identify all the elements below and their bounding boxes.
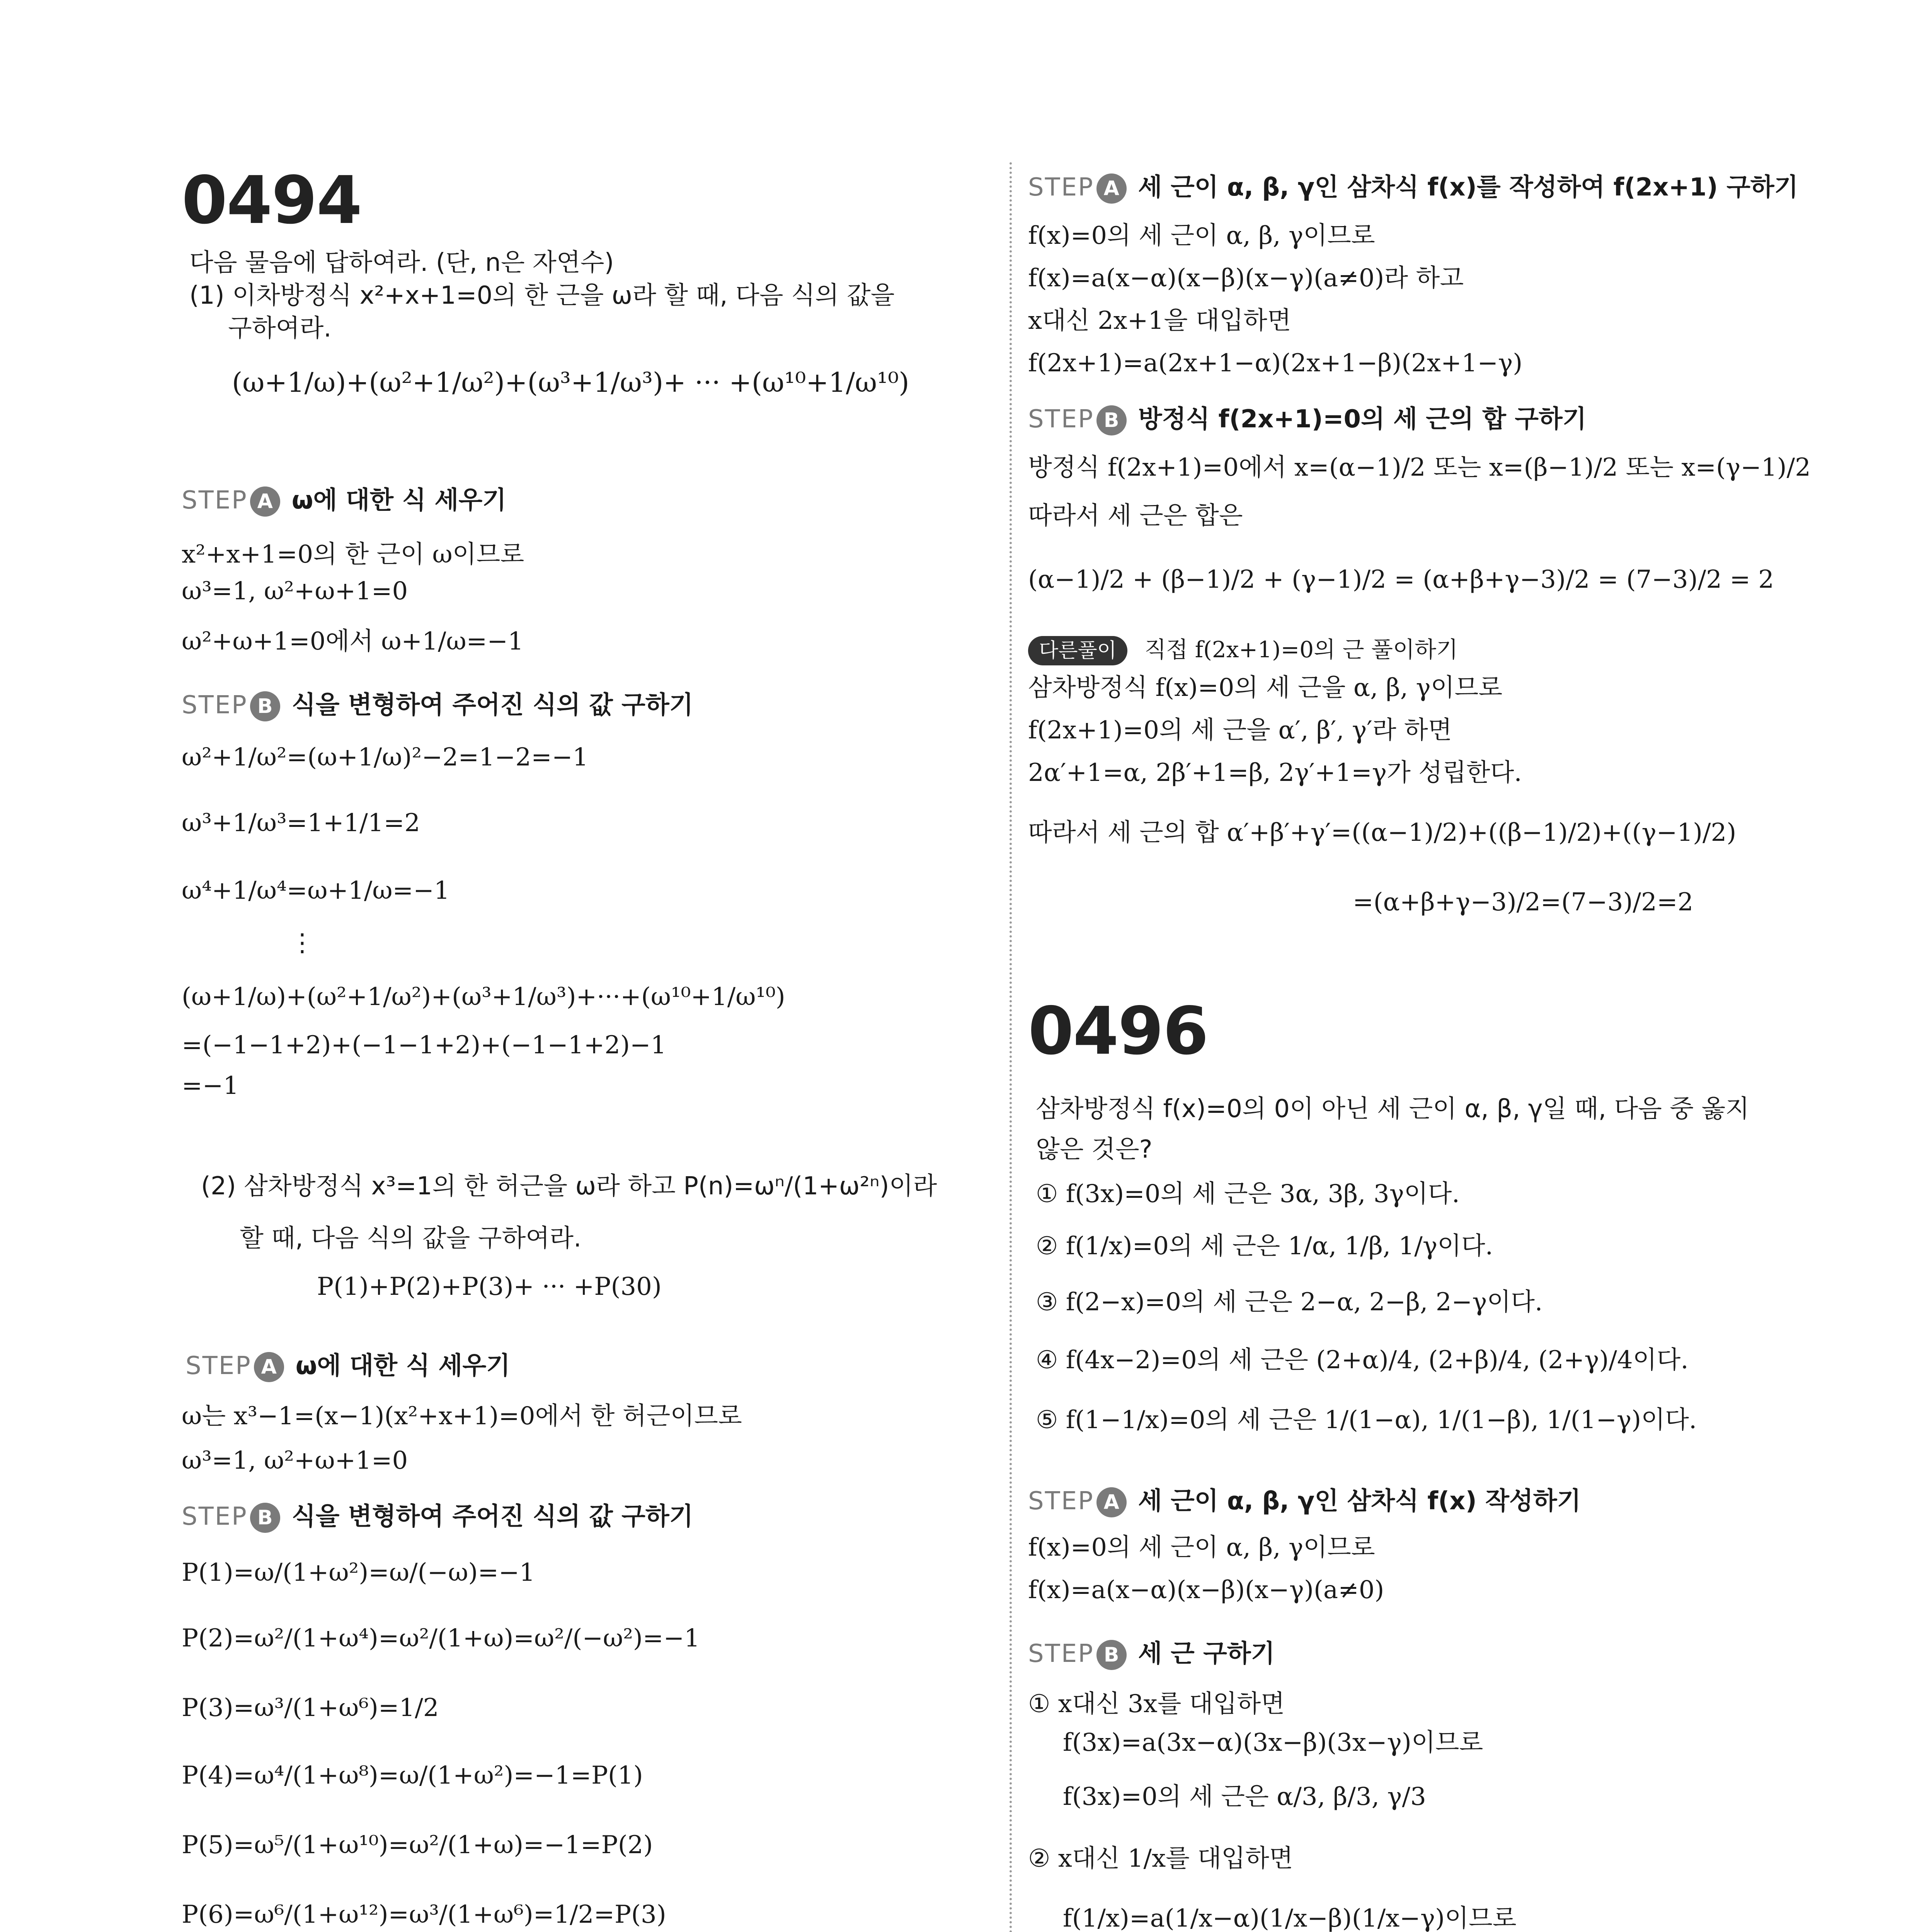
alternate-solution-badge: 다른풀이 bbox=[1028, 636, 1127, 665]
step-label: STEP bbox=[182, 691, 248, 719]
step-heading bbox=[182, 1501, 693, 1533]
solution-line: =(α+β+γ−3)/2=(7−3)/2=2 bbox=[1353, 888, 1694, 917]
answer-option-4: ④ f(4x−2)=0의 세 근은 (2+α)/4, (2+β)/4, (2+γ)/4이다. bbox=[1036, 1346, 1689, 1374]
problem-text: 다음 물음에 답하여라. (단, n은 자연수) bbox=[189, 248, 614, 277]
solution-line: ① x대신 3x를 대입하면 bbox=[1028, 1690, 1285, 1718]
step-label: STEP bbox=[1028, 405, 1094, 434]
answer-option-5: ⑤ f(1−1/x)=0의 세 근은 1/(1−α), 1/(1−β), 1/(1−γ)이다. bbox=[1036, 1406, 1697, 1434]
step-badge: B bbox=[250, 691, 280, 721]
step-title: 방정식 f(2x+1)=0의 세 근의 합 구하기 bbox=[1138, 405, 1587, 434]
solution-line: ω²+1/ω²=(ω+1/ω)²−2=1−2=−1 bbox=[182, 743, 589, 772]
solution-line: f(x)=a(x−α)(x−β)(x−γ)(a≠0) bbox=[1028, 1576, 1384, 1604]
step-label: STEP bbox=[1028, 173, 1094, 202]
solution-line: 따라서 세 근은 합은 bbox=[1028, 502, 1243, 530]
solution-line: P(2)=ω²/(1+ω⁴)=ω²/(1+ω)=ω²/(−ω²)=−1 bbox=[182, 1624, 700, 1653]
step-title: ω에 대한 식 세우기 bbox=[295, 1352, 510, 1380]
solution-line: 방정식 f(2x+1)=0에서 x=(α−1)/2 또는 x=(β−1)/2 또는 x=(γ−1)/2 bbox=[1028, 453, 1811, 482]
answer-option-2: ② f(1/x)=0의 세 근은 1/α, 1/β, 1/γ이다. bbox=[1036, 1232, 1493, 1260]
solution-line: ω³=1, ω²+ω+1=0 bbox=[182, 1446, 408, 1475]
solution-line: f(2x+1)=0의 세 근을 α′, β′, γ′라 하면 bbox=[1028, 716, 1452, 745]
step-label: STEP bbox=[182, 486, 248, 515]
problem-text: 않은 것은? bbox=[1036, 1135, 1153, 1164]
step-label: STEP bbox=[1028, 1639, 1094, 1668]
solution-line: f(2x+1)=a(2x+1−α)(2x+1−β)(2x+1−γ) bbox=[1028, 349, 1523, 378]
step-heading bbox=[1028, 1486, 1581, 1517]
column-divider bbox=[1010, 162, 1012, 1932]
alternate-solution-heading bbox=[1028, 634, 1458, 665]
solution-line: (α−1)/2 + (β−1)/2 + (γ−1)/2 = (α+β+γ−3)/2 = (7−3)/2 = 2 bbox=[1028, 565, 1774, 594]
solution-line: x대신 2x+1을 대입하면 bbox=[1028, 306, 1291, 335]
step-title: 세 근 구하기 bbox=[1138, 1639, 1275, 1668]
solution-line: ② x대신 1/x를 대입하면 bbox=[1028, 1844, 1293, 1873]
problem-number: 0496 bbox=[1028, 993, 1208, 1070]
step-badge: B bbox=[1096, 405, 1127, 435]
step-badge: A bbox=[1096, 1487, 1127, 1517]
problem-text: 할 때, 다음 식의 값을 구하여라. bbox=[240, 1224, 582, 1253]
step-heading bbox=[1028, 1638, 1275, 1670]
answer-option-3: ③ f(2−x)=0의 세 근은 2−α, 2−β, 2−γ이다. bbox=[1036, 1288, 1543, 1316]
problem-text: (1) 이차방정식 x²+x+1=0의 한 근을 ω라 할 때, 다음 식의 값을 bbox=[189, 281, 895, 310]
solution-line: P(6)=ω⁶/(1+ω¹²)=ω³/(1+ω⁶)=1/2=P(3) bbox=[182, 1900, 666, 1929]
step-label: STEP bbox=[1028, 1487, 1094, 1515]
solution-line: 2α′+1=α, 2β′+1=β, 2γ′+1=γ가 성립한다. bbox=[1028, 759, 1522, 787]
step-badge: B bbox=[250, 1503, 280, 1533]
solution-line: f(1/x)=a(1/x−α)(1/x−β)(1/x−γ)이므로 bbox=[1063, 1904, 1517, 1932]
solution-line: 삼차방정식 f(x)=0의 세 근을 α, β, γ이므로 bbox=[1028, 673, 1503, 702]
solution-line: f(3x)=a(3x−α)(3x−β)(3x−γ)이므로 bbox=[1063, 1728, 1483, 1757]
step-heading bbox=[1028, 172, 1798, 204]
alternate-solution-title: 직접 f(2x+1)=0의 근 풀이하기 bbox=[1144, 636, 1458, 663]
solution-line: f(3x)=0의 세 근은 α/3, β/3, γ/3 bbox=[1063, 1782, 1426, 1811]
problem-text: 구하여라. bbox=[228, 314, 332, 343]
math-expression: P(1)+P(2)+P(3)+ ··· +P(30) bbox=[317, 1272, 662, 1301]
step-badge: A bbox=[250, 486, 280, 517]
solution-line: P(1)=ω/(1+ω²)=ω/(−ω)=−1 bbox=[182, 1558, 535, 1587]
solution-line: f(x)=a(x−α)(x−β)(x−γ)(a≠0)라 하고 bbox=[1028, 264, 1464, 293]
step-title: 식을 변형하여 주어진 식의 값 구하기 bbox=[291, 1502, 693, 1531]
step-heading bbox=[182, 485, 506, 517]
step-badge: A bbox=[1096, 173, 1127, 204]
solution-line: f(x)=0의 세 근이 α, β, γ이므로 bbox=[1028, 221, 1375, 250]
solution-line: =−1 bbox=[182, 1071, 239, 1100]
problem-text: (2) 삼차방정식 x³=1의 한 허근을 ω라 하고 P(n)=ωⁿ/(1+ω²ⁿ)이라 bbox=[201, 1172, 937, 1201]
solution-line: x²+x+1=0의 한 근이 ω이므로 bbox=[182, 540, 524, 569]
solution-line: ω³=1, ω²+ω+1=0 bbox=[182, 577, 408, 605]
solution-line: f(x)=0의 세 근이 α, β, γ이므로 bbox=[1028, 1533, 1375, 1562]
solution-line: ω²+ω+1=0에서 ω+1/ω=−1 bbox=[182, 627, 524, 656]
step-heading bbox=[182, 690, 693, 721]
step-label: STEP bbox=[186, 1352, 252, 1380]
problem-number: 0494 bbox=[182, 162, 362, 239]
solution-line: ω는 x³−1=(x−1)(x²+x+1)=0에서 한 허근이므로 bbox=[182, 1402, 742, 1430]
solution-line: ω⁴+1/ω⁴=ω+1/ω=−1 bbox=[182, 876, 450, 905]
solution-line: =(−1−1+2)+(−1−1+2)+(−1−1+2)−1 bbox=[182, 1031, 667, 1060]
step-badge: A bbox=[254, 1352, 284, 1382]
vertical-ellipsis: ⋮ bbox=[290, 929, 315, 957]
solution-line: ω³+1/ω³=1+1/1=2 bbox=[182, 809, 420, 837]
problem-text: 삼차방정식 f(x)=0의 0이 아닌 세 근이 α, β, γ일 때, 다음 중 옳지 bbox=[1036, 1095, 1750, 1123]
step-title: ω에 대한 식 세우기 bbox=[291, 486, 506, 515]
solution-line: 따라서 세 근의 합 α′+β′+γ′=((α−1)/2)+((β−1)/2)+((γ−1)/2) bbox=[1028, 818, 1737, 847]
step-heading bbox=[1028, 404, 1587, 435]
solution-line: P(5)=ω⁵/(1+ω¹⁰)=ω²/(1+ω)=−1=P(2) bbox=[182, 1831, 653, 1859]
solution-line: (ω+1/ω)+(ω²+1/ω²)+(ω³+1/ω³)+···+(ω¹⁰+1/ω¹⁰) bbox=[182, 983, 785, 1011]
step-heading bbox=[186, 1350, 510, 1382]
step-title: 세 근이 α, β, γ인 삼차식 f(x)를 작성하여 f(2x+1) 구하기 bbox=[1138, 173, 1798, 202]
answer-option-1: ① f(3x)=0의 세 근은 3α, 3β, 3γ이다. bbox=[1036, 1180, 1460, 1208]
step-label: STEP bbox=[182, 1502, 248, 1531]
step-title: 세 근이 α, β, γ인 삼차식 f(x) 작성하기 bbox=[1138, 1487, 1581, 1515]
step-badge: B bbox=[1096, 1640, 1127, 1670]
solution-line: P(3)=ω³/(1+ω⁶)=1/2 bbox=[182, 1694, 439, 1722]
solution-line: P(4)=ω⁴/(1+ω⁸)=ω/(1+ω²)=−1=P(1) bbox=[182, 1761, 643, 1790]
step-title: 식을 변형하여 주어진 식의 값 구하기 bbox=[291, 691, 693, 719]
math-expression: (ω+1/ω)+(ω²+1/ω²)+(ω³+1/ω³)+ ··· +(ω¹⁰+1/ω¹⁰) bbox=[232, 367, 909, 398]
